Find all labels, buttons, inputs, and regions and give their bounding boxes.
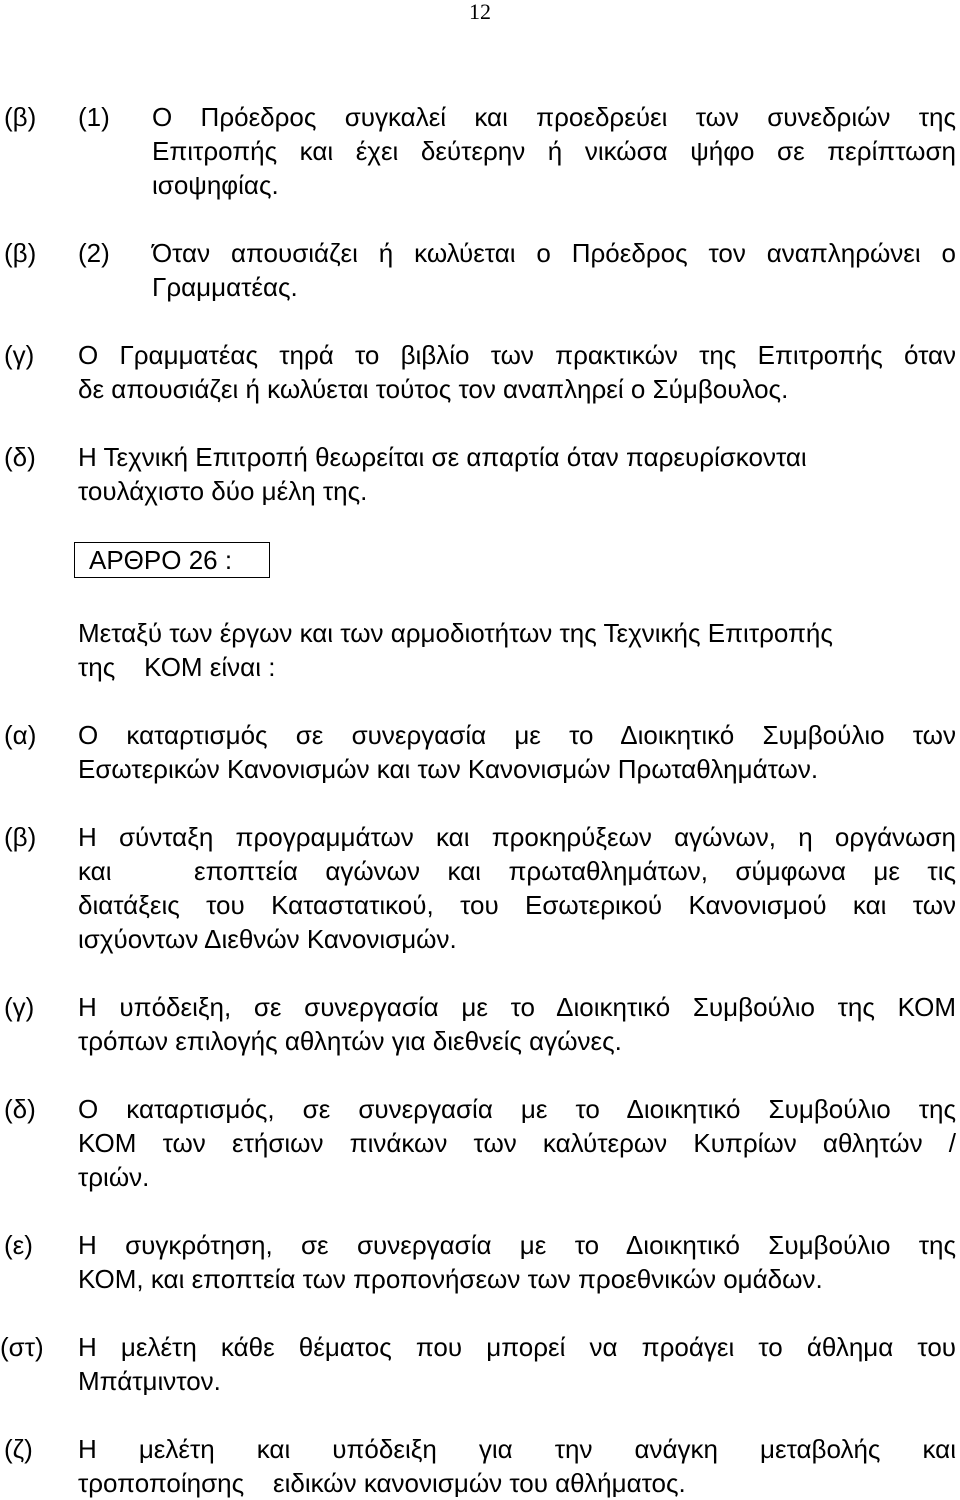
paragraph-line: ισοψηφίας. (152, 170, 279, 200)
paragraph-line: Ο Γραμματέας τηρά το βιβλίο των πρακτικών της Επιτροπής όταν (78, 340, 956, 370)
paragraph-line: Η μελέτη κάθε θέματος που μπορεί να προάγει το άθλημα του (78, 1332, 956, 1362)
paragraph-line: Η μελέτη και υπόδειξη για την ανάγκη μεταβολής και (78, 1434, 956, 1464)
paragraph-line: δε απουσιάζει ή κωλύεται τούτος τον αναπληρεί ο Σύμβουλος. (78, 374, 789, 404)
paragraph-mark: (γ) (4, 992, 35, 1022)
paragraph-line: Ο καταρτισμός σε συνεργασία με το Διοικητικό Συμβούλιο των (78, 720, 956, 750)
paragraph-mark: (δ) (4, 1094, 36, 1124)
paragraph-line: Ο καταρτισμός, σε συνεργασία με το Διοικητικό Συμβούλιο της (78, 1094, 956, 1124)
paragraph-line: ισχύοντων Διεθνών Κανονισμών. (78, 924, 457, 954)
paragraph-line: Επιτροπής και έχει δεύτερην ή νικώσα ψήφο σε περίπτωση (152, 136, 956, 166)
paragraph-sub-mark: (2) (78, 238, 110, 268)
paragraph-line: Όταν απουσιάζει ή κωλύεται ο Πρόεδρος τον αναπληρώνει ο (152, 238, 956, 268)
paragraph-line: διατάξεις του Καταστατικού, του Εσωτερικού Κανονισμού και των (78, 890, 956, 920)
paragraph-mark: (α) (4, 720, 37, 750)
paragraph-mark: (γ) (4, 340, 35, 370)
paragraph-mark: (β) (4, 238, 37, 268)
paragraph-sub-mark: (1) (78, 102, 110, 132)
paragraph-mark: (β) (4, 102, 37, 132)
paragraph-mark: (στ) (0, 1332, 44, 1362)
paragraph-line: Η συγκρότηση, σε συνεργασία με το Διοικητικό Συμβούλιο της (78, 1230, 956, 1260)
paragraph-line: τρόπων επιλογής αθλητών για διεθνείς αγώνες. (78, 1026, 622, 1056)
article-intro-line: Μεταξύ των έργων και των αρμοδιοτήτων της Τεχνικής Επιτροπής (78, 618, 833, 648)
page-number: 12 (469, 0, 491, 24)
paragraph-line: Μπάτμιντον. (78, 1366, 221, 1396)
paragraph-line: Εσωτερικών Κανονισμών και των Κανονισμών Πρωταθλημάτων. (78, 754, 819, 784)
paragraph-mark: (ε) (4, 1230, 33, 1260)
paragraph-line: ΚΟΜ των ετήσιων πινάκων των καλύτερων Κυπρίων αθλητών / (78, 1128, 956, 1158)
paragraph-line: τουλάχιστο δύο μέλη της. (78, 476, 368, 506)
paragraph-line: ΚΟΜ, και εποπτεία των προπονήσεων των προεθνικών ομάδων. (78, 1264, 823, 1294)
paragraph-line: τροποποίησης ειδικών κανονισμών του αθλήματος. (78, 1468, 686, 1498)
paragraph-mark: (δ) (4, 442, 36, 472)
paragraph-mark: (ζ) (4, 1434, 33, 1464)
paragraph-line: και εποπτεία αγώνων και πρωταθλημάτων, σύμφωνα με τις (78, 856, 956, 886)
paragraph-line: Η σύνταξη προγραμμάτων και προκηρύξεων αγώνων, η οργάνωση (78, 822, 956, 852)
paragraph-line: Ο Πρόεδρος συγκαλεί και προεδρεύει των συνεδριών της (152, 102, 956, 132)
article-heading: ΑΡΘΡΟ 26 : (74, 542, 270, 578)
paragraph-line: Η Τεχνική Επιτροπή θεωρείται σε απαρτία όταν παρευρίσκονται (78, 442, 807, 472)
paragraph-mark: (β) (4, 822, 37, 852)
article-intro-line: της ΚΟΜ είναι : (78, 652, 276, 682)
paragraph-line: Γραμματέας. (152, 272, 298, 302)
paragraph-line: Η υπόδειξη, σε συνεργασία με το Διοικητικό Συμβούλιο της ΚΟΜ (78, 992, 956, 1022)
paragraph-line: τριών. (78, 1162, 150, 1192)
